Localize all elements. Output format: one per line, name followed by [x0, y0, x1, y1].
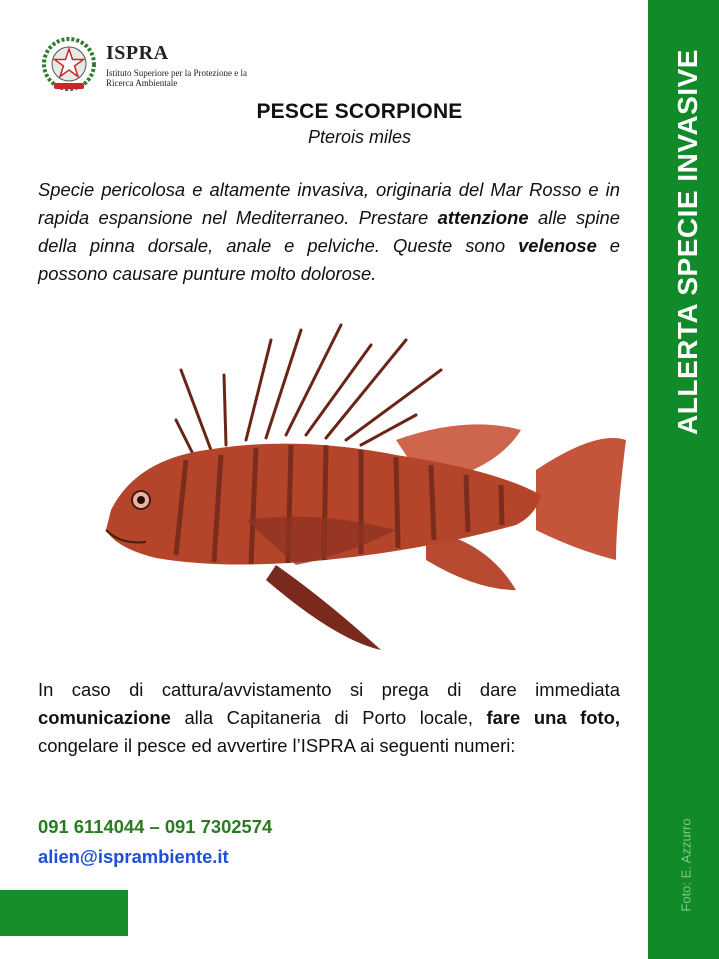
title-block — [0, 100, 719, 148]
instructions-text-1: In caso di cattura/avvistamento si prega di dare immediata — [38, 679, 620, 700]
instructions-emphasis-photo: fare una foto, — [486, 707, 620, 728]
sidebar-title: ALLERTA SPECIE INVASIVE — [672, 49, 703, 435]
footer-green-block — [0, 890, 128, 936]
scientific-name: Pterois miles — [307, 127, 412, 147]
contact-email[interactable]: alien@isprambiente.it — [38, 846, 229, 867]
logo-name: ISPRA — [106, 42, 169, 64]
logo-subtitle: Istituto Superiore per la Protezione e la Ricerca Ambientale — [106, 68, 247, 88]
intro-text-2: alle spine della pinna dorsale, anale e pelviche. Queste sono — [38, 207, 620, 256]
intro-emphasis-venomous: velenose — [518, 235, 597, 256]
intro-text-1: Specie pericolosa e altamente invasiva, originaria del Mar Rosso e in rapida espansione nel Mediterraneo. Prestare — [38, 179, 620, 228]
intro-paragraph — [38, 176, 620, 288]
italian-republic-emblem-icon — [40, 36, 98, 94]
instructions-paragraph — [38, 676, 620, 760]
intro-text-3: e possono causare punture molto dolorose. — [38, 235, 621, 284]
ispra-logo — [40, 36, 250, 100]
intro-emphasis-attention: attenzione — [437, 207, 529, 228]
phone-numbers: 091 6114044 – 091 7302574 — [38, 816, 273, 837]
photo-credit: Foto: E. Azzurro — [678, 818, 694, 912]
instructions-text-2: alla Capitaneria di Porto locale, — [170, 707, 487, 728]
lionfish-photo — [96, 320, 636, 660]
instructions-emphasis-communication: comunicazione — [38, 707, 171, 728]
page-title: PESCE SCORPIONE — [256, 100, 463, 123]
instructions-text-3: congelare il pesce ed avvertire l’ISPRA ai seguenti numeri: — [38, 735, 516, 756]
